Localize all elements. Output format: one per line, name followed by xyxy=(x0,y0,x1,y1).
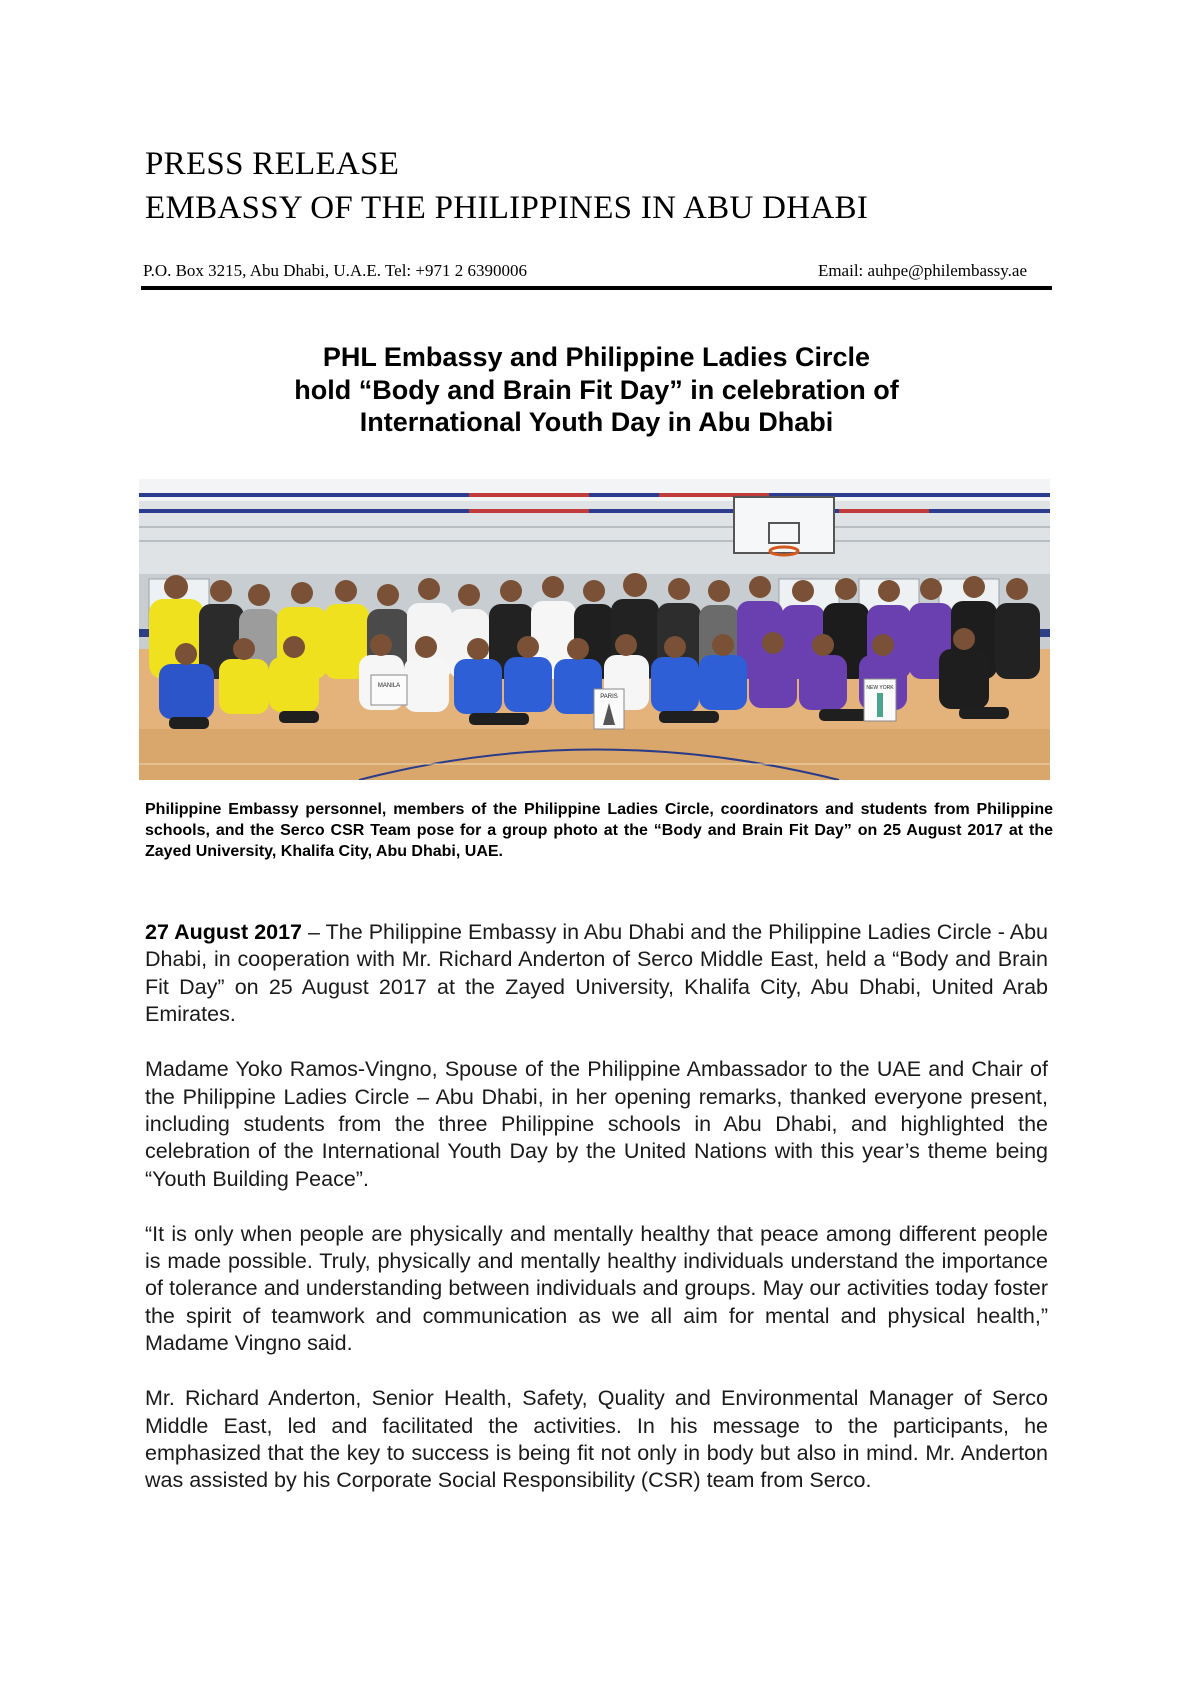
headline-line-1: PHL Embassy and Philippine Ladies Circle xyxy=(322,342,871,372)
paragraph-4: Mr. Richard Anderton, Senior Health, Safety, Quality and Environmental Manager of Serco Middle East, led and facilitated the activities. In his message to the participants, he emphasized that the key to success is being fit not only in body but also in mind. Mr. Anderton was assisted by his Corporate Social Responsibility (CSR) team from Serco. xyxy=(145,1386,1048,1493)
article-body xyxy=(145,919,1048,1522)
embassy-email: Email: auhpe@philembassy.ae xyxy=(817,261,1027,280)
paragraph-1-text: – The Philippine Embassy in Abu Dhabi and the Philippine Ladies Circle - Abu Dhabi, in cooperation with Mr. Richard Anderton of Serco Middle East, held a “Body and Brain Fit Day” on 25 August 2017 at the Zayed University, Khalifa City, Abu Dhabi, United Arab Emirates. xyxy=(145,920,1048,1027)
group-photo xyxy=(139,479,1050,780)
sign-new-york xyxy=(864,679,896,721)
press-release-headline xyxy=(141,341,1052,439)
letterhead-line-2: EMBASSY OF THE PHILIPPINES IN ABU DHABI xyxy=(145,190,869,226)
paragraph-3: “It is only when people are physically and mentally healthy that peace among different people is made possible. Truly, physically and mentally healthy individuals understand the importance of tolerance and understanding between individuals and groups. May our activities today foster the spirit of teamwork and communication as we all aim for mental and physical health,” Madame Vingno said. xyxy=(145,1221,1048,1356)
letterhead-title xyxy=(145,142,1045,230)
paragraph-1 xyxy=(145,919,1048,1029)
sign-manila xyxy=(371,675,407,705)
letterhead-divider xyxy=(141,286,1052,290)
photo-caption: Philippine Embassy personnel, members of the Philippine Ladies Circle, coordinators and students from Philippine schools, and the Serco CSR Team pose for a group photo at the “Body and Brain Fit Day” on 25 August 2017 at the Zayed University, Khalifa City, Abu Dhabi, UAE. xyxy=(145,801,1053,860)
sign-paris xyxy=(594,689,624,729)
paragraph-2: Madame Yoko Ramos-Vingno, Spouse of the Philippine Ambassador to the UAE and Chair of the Philippine Ladies Circle – Abu Dhabi, in her opening remarks, thanked everyone present, including students from the three Philippine schools in Abu Dhabi, and highlighted the celebration of the International Youth Day by the United Nations with this year’s theme being “Youth Building Peace”. xyxy=(145,1057,1048,1191)
sign-manila-text: MANILA xyxy=(377,683,401,689)
headline-line-3: International Youth Day in Abu Dhabi xyxy=(359,407,834,437)
headline-line-2: hold “Body and Brain Fit Day” in celebration of xyxy=(294,374,899,405)
contact-row xyxy=(143,261,1051,281)
letterhead-line-1: PRESS RELEASE xyxy=(145,146,400,182)
embassy-address: P.O. Box 3215, Abu Dhabi, U.A.E. Tel: +971 2 6390006 xyxy=(143,261,527,280)
sign-paris-text: PARIS xyxy=(600,694,618,700)
sign-new-york-text: NEW YORK xyxy=(866,685,894,691)
dateline: 27 August 2017 xyxy=(145,920,303,944)
